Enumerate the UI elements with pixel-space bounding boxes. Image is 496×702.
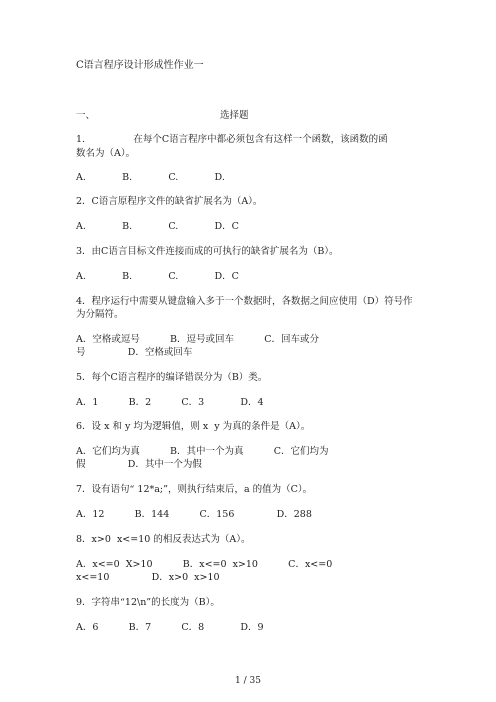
question-4-options-line-2: 号 D．空格或回车 bbox=[76, 347, 193, 358]
question-6-options-line-2: 假 D．其中一个为假 bbox=[76, 459, 202, 470]
question-1-line-2: 数名为（A）。 bbox=[76, 148, 136, 159]
section-number: 一、 bbox=[76, 110, 96, 121]
question-7-options: A．12 B．144 C．156 D．288 bbox=[76, 509, 312, 520]
question-8-options-line-2: x<=10 D．x>0 x>10 bbox=[76, 572, 220, 583]
page-number: 1 / 35 bbox=[235, 676, 261, 686]
question-8: 8．x>0 x<=10 的相反表达式为（A）。 bbox=[76, 534, 251, 545]
question-1-line-1: 1. 在每个C语言程序中都必须包含有这样一个函数，该函数的函 bbox=[76, 134, 388, 145]
question-5-options: A．1 B．2 C．3 D．4 bbox=[76, 397, 264, 408]
question-2-options: A. B. C. D．C bbox=[76, 221, 239, 232]
document-title: C语言程序设计形成性作业一 bbox=[76, 60, 204, 71]
question-1-options: A. B. C. D. bbox=[76, 172, 225, 183]
question-8-options-line-1: A．x<=0 X>10 B．x<=0 x>10 C．x<=0 bbox=[76, 559, 333, 570]
section-heading: 选择题 bbox=[220, 110, 249, 121]
question-3: 3．由C语言目标文件连接而成的可执行的缺省扩展名为（B）。 bbox=[76, 246, 339, 257]
question-3-options: A. B. C. D．C bbox=[76, 271, 239, 282]
question-9: 9．字符串“12\n”的长度为（B）。 bbox=[76, 597, 220, 608]
question-4-line-1: 4．程序运行中需要从键盘输入多于一个数据时，各数据之间应使用（D）符号作 bbox=[76, 296, 413, 307]
question-6: 6．设 x 和 y 均为逻辑值，则 x y 为真的条件是（A）。 bbox=[76, 421, 311, 432]
question-6-options-line-1: A．它们均为真 B．其中一个为真 C．它们均为 bbox=[76, 446, 329, 457]
question-5: 5．每个C语言程序的编译错误分为（B）类。 bbox=[76, 372, 268, 383]
question-4-options-line-1: A．空格或逗号 B．逗号或回车 C．回车或分 bbox=[76, 334, 320, 345]
question-4-line-2: 为分隔符。 bbox=[76, 309, 124, 320]
question-7: 7．设有语句“ 12*a;”，则执行结束后，a 的值为（C）。 bbox=[76, 484, 313, 495]
question-9-options: A．6 B．7 C．8 D．9 bbox=[76, 622, 264, 633]
question-2: 2．C语言原程序文件的缺省扩展名为（A）。 bbox=[76, 196, 263, 207]
